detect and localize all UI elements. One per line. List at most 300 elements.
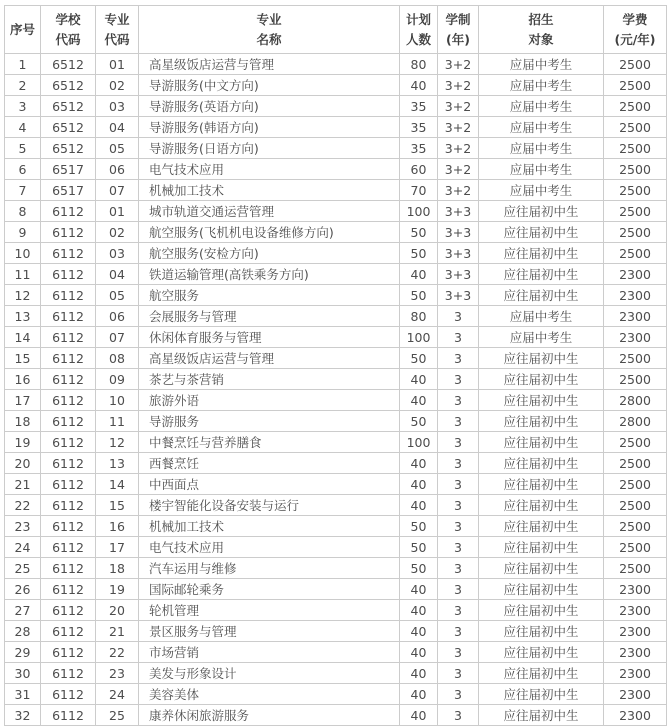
cell-major-code: 11: [96, 411, 139, 432]
cell-schooling-years: 3: [438, 327, 479, 348]
cell-schooling-years: 3+2: [438, 96, 479, 117]
cell-major-code: 07: [96, 327, 139, 348]
cell-tuition-per-year: 2300: [604, 621, 667, 642]
cell-major-code: 23: [96, 663, 139, 684]
cell-schooling-years: 3+2: [438, 138, 479, 159]
cell-target-students: 应届中考生: [479, 138, 604, 159]
cell-row-number: 18: [5, 411, 41, 432]
cell-planned-enrollment: 35: [400, 138, 438, 159]
cell-target-students: 应往届初中生: [479, 453, 604, 474]
cell-major-code: 09: [96, 369, 139, 390]
cell-tuition-per-year: 2500: [604, 453, 667, 474]
cell-school-code: 6112: [41, 222, 96, 243]
cell-planned-enrollment: 40: [400, 453, 438, 474]
cell-school-code: 6517: [41, 159, 96, 180]
cell-schooling-years: 3: [438, 474, 479, 495]
cell-planned-enrollment: 50: [400, 558, 438, 579]
cell-major-code: 04: [96, 264, 139, 285]
cell-tuition-per-year: 2300: [604, 642, 667, 663]
cell-major-name: 电气技术应用: [139, 159, 400, 180]
cell-row-number: 15: [5, 348, 41, 369]
cell-schooling-years: 3: [438, 348, 479, 369]
cell-planned-enrollment: 40: [400, 642, 438, 663]
cell-planned-enrollment: 40: [400, 621, 438, 642]
cell-major-code: 19: [96, 579, 139, 600]
cell-major-code: 15: [96, 495, 139, 516]
cell-major-name: 旅游外语: [139, 390, 400, 411]
cell-major-name: 汽车运用与维修: [139, 558, 400, 579]
cell-major-code: 07: [96, 180, 139, 201]
cell-target-students: 应往届初中生: [479, 432, 604, 453]
cell-school-code: 6112: [41, 621, 96, 642]
cell-schooling-years: 3+2: [438, 180, 479, 201]
cell-school-code: 6112: [41, 432, 96, 453]
cell-school-code: 6112: [41, 453, 96, 474]
cell-schooling-years: 3: [438, 705, 479, 726]
cell-target-students: 应往届初中生: [479, 495, 604, 516]
cell-school-code: 6112: [41, 306, 96, 327]
cell-tuition-per-year: 2500: [604, 474, 667, 495]
cell-tuition-per-year: 2300: [604, 327, 667, 348]
table-row: [5, 243, 667, 264]
cell-schooling-years: 3: [438, 558, 479, 579]
cell-planned-enrollment: 40: [400, 495, 438, 516]
cell-target-students: 应届中考生: [479, 159, 604, 180]
cell-major-name: 航空服务: [139, 285, 400, 306]
cell-school-code: 6112: [41, 537, 96, 558]
cell-target-students: 应往届初中生: [479, 264, 604, 285]
cell-planned-enrollment: 100: [400, 432, 438, 453]
table-row: [5, 264, 667, 285]
cell-major-name: 国际邮轮乘务: [139, 579, 400, 600]
cell-tuition-per-year: 2500: [604, 96, 667, 117]
cell-major-name: 轮机管理: [139, 600, 400, 621]
cell-schooling-years: 3: [438, 684, 479, 705]
cell-target-students: 应往届初中生: [479, 369, 604, 390]
cell-major-name: 航空服务(安检方向): [139, 243, 400, 264]
cell-major-name: 康养休闲旅游服务: [139, 705, 400, 726]
cell-tuition-per-year: 2300: [604, 663, 667, 684]
column-header-major-name: 专业 名称: [139, 6, 400, 54]
cell-row-number: 31: [5, 684, 41, 705]
cell-major-code: 05: [96, 138, 139, 159]
cell-row-number: 4: [5, 117, 41, 138]
table-row: [5, 516, 667, 537]
cell-target-students: 应往届初中生: [479, 222, 604, 243]
cell-tuition-per-year: 2500: [604, 201, 667, 222]
cell-schooling-years: 3: [438, 411, 479, 432]
cell-row-number: 6: [5, 159, 41, 180]
cell-target-students: 应往届初中生: [479, 600, 604, 621]
cell-row-number: 9: [5, 222, 41, 243]
cell-school-code: 6112: [41, 474, 96, 495]
table-row: [5, 75, 667, 96]
cell-row-number: 10: [5, 243, 41, 264]
cell-schooling-years: 3: [438, 453, 479, 474]
cell-tuition-per-year: 2500: [604, 432, 667, 453]
cell-target-students: 应往届初中生: [479, 705, 604, 726]
cell-schooling-years: 3+2: [438, 54, 479, 75]
cell-row-number: 23: [5, 516, 41, 537]
column-header-schooling-years: 学制 (年): [438, 6, 479, 54]
cell-major-name: 会展服务与管理: [139, 306, 400, 327]
cell-row-number: 29: [5, 642, 41, 663]
cell-row-number: 11: [5, 264, 41, 285]
table-row: [5, 222, 667, 243]
cell-major-name: 市场营销: [139, 642, 400, 663]
cell-row-number: 5: [5, 138, 41, 159]
cell-school-code: 6112: [41, 369, 96, 390]
table-row: [5, 705, 667, 726]
cell-row-number: 14: [5, 327, 41, 348]
admission-plan-table: [4, 5, 667, 726]
cell-major-name: 茶艺与茶营销: [139, 369, 400, 390]
cell-major-code: 01: [96, 54, 139, 75]
cell-major-code: 01: [96, 201, 139, 222]
cell-school-code: 6112: [41, 495, 96, 516]
cell-planned-enrollment: 100: [400, 201, 438, 222]
cell-major-code: 06: [96, 306, 139, 327]
table-row: [5, 180, 667, 201]
column-header-school-code: 学校 代码: [41, 6, 96, 54]
cell-planned-enrollment: 80: [400, 306, 438, 327]
cell-major-code: 24: [96, 684, 139, 705]
cell-schooling-years: 3: [438, 537, 479, 558]
cell-row-number: 30: [5, 663, 41, 684]
cell-schooling-years: 3: [438, 663, 479, 684]
column-header-row-number: 序号: [5, 6, 41, 54]
cell-row-number: 22: [5, 495, 41, 516]
cell-tuition-per-year: 2500: [604, 54, 667, 75]
cell-tuition-per-year: 2300: [604, 705, 667, 726]
cell-major-name: 高星级饭店运营与管理: [139, 54, 400, 75]
cell-tuition-per-year: 2500: [604, 537, 667, 558]
cell-row-number: 25: [5, 558, 41, 579]
cell-schooling-years: 3+2: [438, 117, 479, 138]
cell-major-name: 休闲体育服务与管理: [139, 327, 400, 348]
cell-row-number: 3: [5, 96, 41, 117]
cell-target-students: 应届中考生: [479, 96, 604, 117]
cell-target-students: 应往届初中生: [479, 243, 604, 264]
cell-schooling-years: 3: [438, 516, 479, 537]
cell-major-code: 04: [96, 117, 139, 138]
cell-planned-enrollment: 40: [400, 663, 438, 684]
cell-schooling-years: 3+2: [438, 75, 479, 96]
cell-row-number: 19: [5, 432, 41, 453]
cell-tuition-per-year: 2300: [604, 600, 667, 621]
cell-major-code: 14: [96, 474, 139, 495]
cell-school-code: 6512: [41, 75, 96, 96]
cell-target-students: 应届中考生: [479, 75, 604, 96]
cell-major-code: 05: [96, 285, 139, 306]
cell-major-code: 02: [96, 75, 139, 96]
cell-tuition-per-year: 2300: [604, 306, 667, 327]
cell-row-number: 8: [5, 201, 41, 222]
cell-schooling-years: 3: [438, 621, 479, 642]
cell-target-students: 应往届初中生: [479, 201, 604, 222]
cell-schooling-years: 3: [438, 495, 479, 516]
cell-planned-enrollment: 40: [400, 705, 438, 726]
table-row: [5, 369, 667, 390]
header-row: [5, 6, 667, 54]
cell-school-code: 6112: [41, 390, 96, 411]
cell-target-students: 应往届初中生: [479, 684, 604, 705]
cell-row-number: 28: [5, 621, 41, 642]
cell-planned-enrollment: 50: [400, 348, 438, 369]
cell-planned-enrollment: 40: [400, 474, 438, 495]
table-row: [5, 390, 667, 411]
cell-major-name: 中餐烹饪与营养膳食: [139, 432, 400, 453]
column-header-tuition-per-year: 学费 (元/年): [604, 6, 667, 54]
table-row: [5, 54, 667, 75]
cell-major-name: 高星级饭店运营与管理: [139, 348, 400, 369]
cell-major-name: 机械加工技术: [139, 180, 400, 201]
cell-schooling-years: 3+3: [438, 201, 479, 222]
cell-target-students: 应往届初中生: [479, 642, 604, 663]
cell-school-code: 6112: [41, 411, 96, 432]
cell-row-number: 7: [5, 180, 41, 201]
cell-target-students: 应往届初中生: [479, 579, 604, 600]
cell-target-students: 应届中考生: [479, 327, 604, 348]
cell-target-students: 应届中考生: [479, 54, 604, 75]
table-row: [5, 453, 667, 474]
cell-row-number: 2: [5, 75, 41, 96]
cell-planned-enrollment: 50: [400, 285, 438, 306]
cell-tuition-per-year: 2500: [604, 138, 667, 159]
cell-school-code: 6112: [41, 327, 96, 348]
cell-tuition-per-year: 2300: [604, 285, 667, 306]
cell-major-code: 03: [96, 243, 139, 264]
cell-major-code: 18: [96, 558, 139, 579]
cell-major-code: 16: [96, 516, 139, 537]
cell-school-code: 6112: [41, 684, 96, 705]
cell-row-number: 21: [5, 474, 41, 495]
cell-major-name: 城市轨道交通运营管理: [139, 201, 400, 222]
cell-major-code: 25: [96, 705, 139, 726]
cell-major-code: 12: [96, 432, 139, 453]
cell-school-code: 6512: [41, 54, 96, 75]
cell-target-students: 应往届初中生: [479, 621, 604, 642]
cell-planned-enrollment: 40: [400, 75, 438, 96]
cell-school-code: 6112: [41, 201, 96, 222]
cell-schooling-years: 3: [438, 579, 479, 600]
cell-tuition-per-year: 2500: [604, 159, 667, 180]
table-row: [5, 96, 667, 117]
cell-major-code: 02: [96, 222, 139, 243]
cell-schooling-years: 3: [438, 369, 479, 390]
cell-major-name: 导游服务: [139, 411, 400, 432]
cell-schooling-years: 3+3: [438, 264, 479, 285]
table-row: [5, 411, 667, 432]
cell-row-number: 13: [5, 306, 41, 327]
cell-row-number: 24: [5, 537, 41, 558]
cell-tuition-per-year: 2500: [604, 495, 667, 516]
cell-tuition-per-year: 2300: [604, 264, 667, 285]
cell-target-students: 应往届初中生: [479, 348, 604, 369]
table-row: [5, 474, 667, 495]
cell-target-students: 应届中考生: [479, 306, 604, 327]
cell-planned-enrollment: 40: [400, 369, 438, 390]
cell-tuition-per-year: 2500: [604, 558, 667, 579]
cell-row-number: 12: [5, 285, 41, 306]
cell-target-students: 应往届初中生: [479, 411, 604, 432]
column-header-target-students: 招生 对象: [479, 6, 604, 54]
table-header: [5, 6, 667, 54]
cell-schooling-years: 3+3: [438, 243, 479, 264]
cell-tuition-per-year: 2800: [604, 411, 667, 432]
table-row: [5, 159, 667, 180]
cell-schooling-years: 3: [438, 432, 479, 453]
cell-target-students: 应往届初中生: [479, 474, 604, 495]
cell-planned-enrollment: 40: [400, 390, 438, 411]
table-row: [5, 495, 667, 516]
cell-planned-enrollment: 100: [400, 327, 438, 348]
cell-row-number: 1: [5, 54, 41, 75]
cell-planned-enrollment: 50: [400, 516, 438, 537]
cell-tuition-per-year: 2500: [604, 75, 667, 96]
cell-planned-enrollment: 40: [400, 264, 438, 285]
table-row: [5, 117, 667, 138]
cell-row-number: 16: [5, 369, 41, 390]
cell-planned-enrollment: 50: [400, 243, 438, 264]
cell-school-code: 6112: [41, 285, 96, 306]
cell-major-code: 03: [96, 96, 139, 117]
cell-target-students: 应往届初中生: [479, 537, 604, 558]
table-row: [5, 327, 667, 348]
cell-target-students: 应往届初中生: [479, 285, 604, 306]
cell-school-code: 6112: [41, 642, 96, 663]
cell-school-code: 6112: [41, 264, 96, 285]
table-row: [5, 432, 667, 453]
table-row: [5, 558, 667, 579]
cell-major-name: 西餐烹饪: [139, 453, 400, 474]
cell-planned-enrollment: 40: [400, 579, 438, 600]
cell-schooling-years: 3+3: [438, 222, 479, 243]
table-row: [5, 684, 667, 705]
cell-tuition-per-year: 2300: [604, 684, 667, 705]
cell-school-code: 6512: [41, 138, 96, 159]
cell-schooling-years: 3: [438, 306, 479, 327]
cell-planned-enrollment: 50: [400, 537, 438, 558]
cell-row-number: 17: [5, 390, 41, 411]
cell-target-students: 应往届初中生: [479, 663, 604, 684]
cell-tuition-per-year: 2500: [604, 243, 667, 264]
cell-schooling-years: 3+3: [438, 285, 479, 306]
cell-planned-enrollment: 35: [400, 96, 438, 117]
cell-major-name: 美发与形象设计: [139, 663, 400, 684]
cell-target-students: 应往届初中生: [479, 516, 604, 537]
cell-tuition-per-year: 2500: [604, 516, 667, 537]
cell-school-code: 6112: [41, 558, 96, 579]
cell-planned-enrollment: 40: [400, 684, 438, 705]
table-body: [5, 54, 667, 726]
cell-major-name: 导游服务(英语方向): [139, 96, 400, 117]
cell-tuition-per-year: 2300: [604, 579, 667, 600]
cell-major-name: 导游服务(中文方向): [139, 75, 400, 96]
cell-major-code: 08: [96, 348, 139, 369]
cell-school-code: 6112: [41, 663, 96, 684]
cell-major-name: 景区服务与管理: [139, 621, 400, 642]
cell-school-code: 6112: [41, 579, 96, 600]
cell-major-code: 22: [96, 642, 139, 663]
cell-major-name: 机械加工技术: [139, 516, 400, 537]
cell-schooling-years: 3: [438, 642, 479, 663]
cell-tuition-per-year: 2500: [604, 117, 667, 138]
cell-schooling-years: 3: [438, 600, 479, 621]
cell-tuition-per-year: 2500: [604, 348, 667, 369]
cell-planned-enrollment: 80: [400, 54, 438, 75]
cell-schooling-years: 3+2: [438, 159, 479, 180]
cell-planned-enrollment: 60: [400, 159, 438, 180]
cell-school-code: 6112: [41, 348, 96, 369]
cell-tuition-per-year: 2500: [604, 222, 667, 243]
table-row: [5, 537, 667, 558]
cell-school-code: 6512: [41, 117, 96, 138]
cell-major-name: 楼宇智能化设备安装与运行: [139, 495, 400, 516]
table-row: [5, 642, 667, 663]
cell-planned-enrollment: 70: [400, 180, 438, 201]
cell-major-code: 13: [96, 453, 139, 474]
cell-major-code: 06: [96, 159, 139, 180]
cell-school-code: 6112: [41, 705, 96, 726]
cell-planned-enrollment: 50: [400, 411, 438, 432]
table-row: [5, 579, 667, 600]
cell-row-number: 27: [5, 600, 41, 621]
cell-schooling-years: 3: [438, 390, 479, 411]
cell-major-name: 导游服务(韩语方向): [139, 117, 400, 138]
cell-target-students: 应届中考生: [479, 180, 604, 201]
cell-target-students: 应届中考生: [479, 117, 604, 138]
cell-major-code: 21: [96, 621, 139, 642]
cell-target-students: 应往届初中生: [479, 558, 604, 579]
cell-major-name: 导游服务(日语方向): [139, 138, 400, 159]
cell-planned-enrollment: 50: [400, 222, 438, 243]
cell-major-name: 铁道运输管理(高铁乘务方向): [139, 264, 400, 285]
cell-tuition-per-year: 2500: [604, 369, 667, 390]
table-row: [5, 138, 667, 159]
cell-tuition-per-year: 2500: [604, 180, 667, 201]
column-header-major-code: 专业 代码: [96, 6, 139, 54]
table-row: [5, 285, 667, 306]
cell-school-code: 6112: [41, 600, 96, 621]
cell-planned-enrollment: 35: [400, 117, 438, 138]
cell-school-code: 6112: [41, 516, 96, 537]
table-row: [5, 306, 667, 327]
cell-target-students: 应往届初中生: [479, 390, 604, 411]
cell-major-code: 10: [96, 390, 139, 411]
cell-major-name: 航空服务(飞机机电设备维修方向): [139, 222, 400, 243]
table-row: [5, 201, 667, 222]
cell-major-name: 电气技术应用: [139, 537, 400, 558]
column-header-planned-enrollment: 计划 人数: [400, 6, 438, 54]
cell-major-name: 中西面点: [139, 474, 400, 495]
cell-tuition-per-year: 2800: [604, 390, 667, 411]
cell-row-number: 26: [5, 579, 41, 600]
cell-school-code: 6517: [41, 180, 96, 201]
cell-planned-enrollment: 40: [400, 600, 438, 621]
cell-row-number: 20: [5, 453, 41, 474]
table-row: [5, 600, 667, 621]
table-row: [5, 621, 667, 642]
table-row: [5, 663, 667, 684]
cell-school-code: 6112: [41, 243, 96, 264]
cell-major-code: 20: [96, 600, 139, 621]
cell-school-code: 6512: [41, 96, 96, 117]
cell-row-number: 32: [5, 705, 41, 726]
cell-major-name: 美容美体: [139, 684, 400, 705]
cell-major-code: 17: [96, 537, 139, 558]
table-row: [5, 348, 667, 369]
